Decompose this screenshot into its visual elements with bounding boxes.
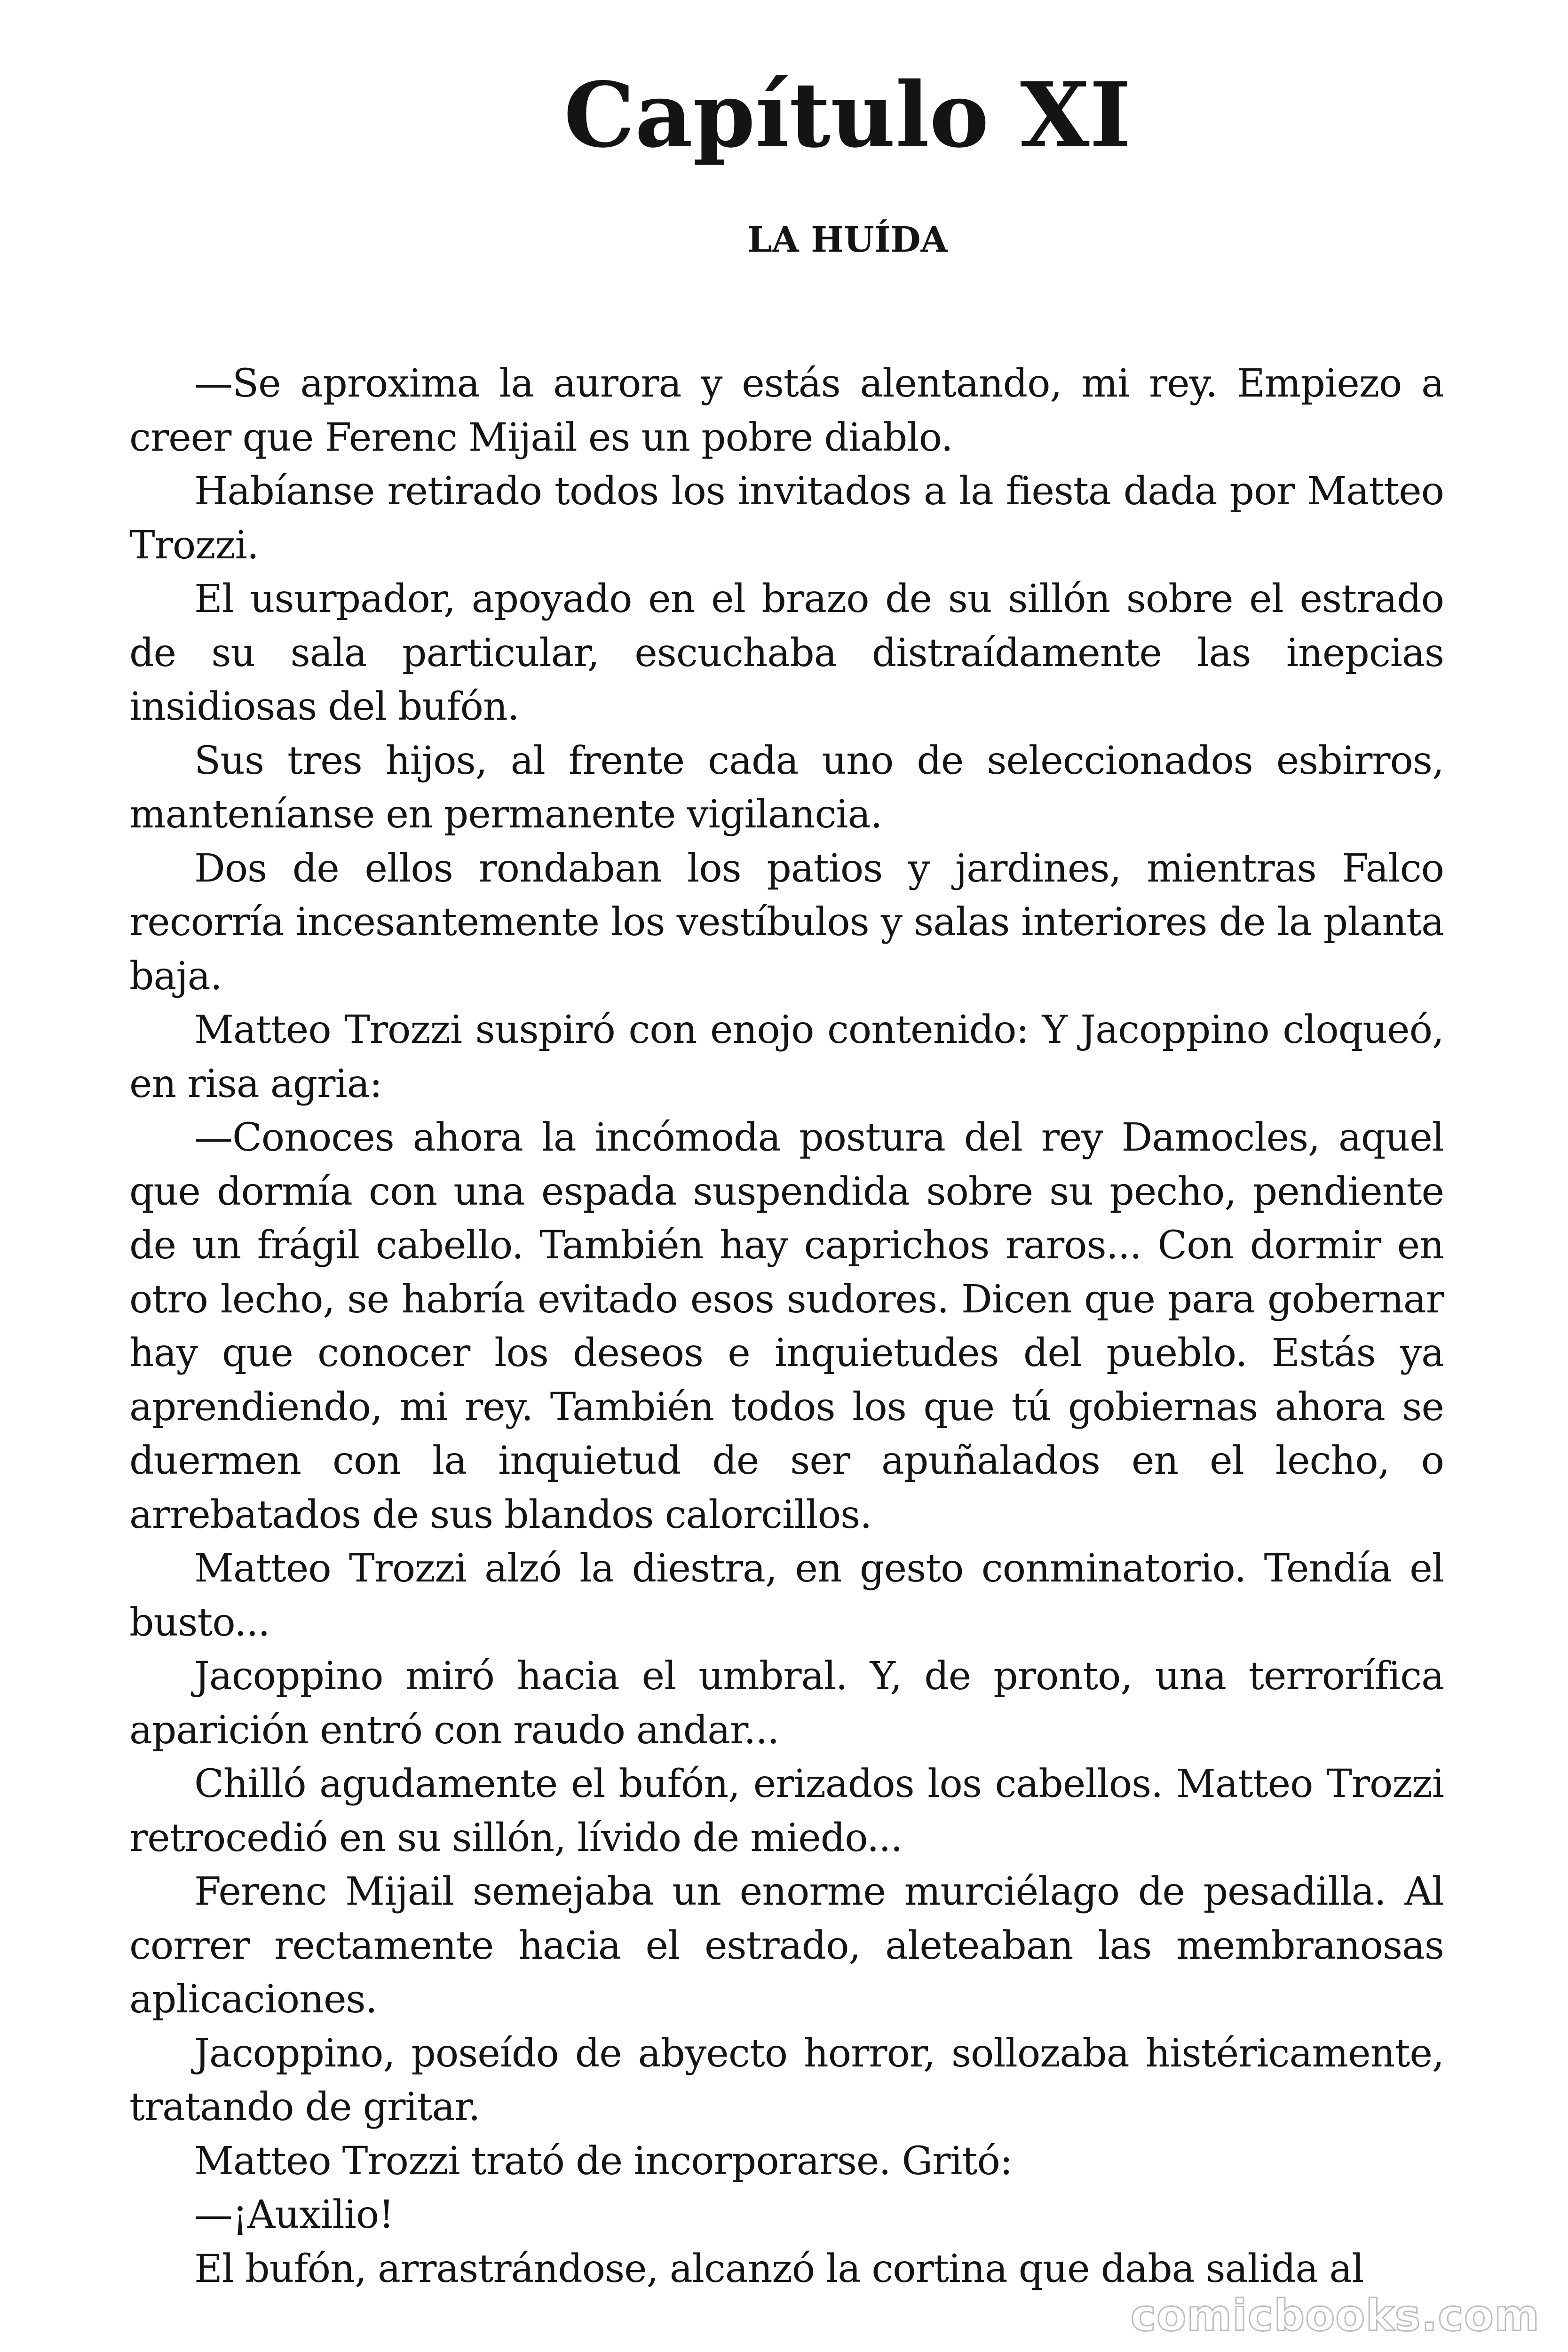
paragraph: Ferenc Mijail semejaba un enorme murciélago de pesadilla. Al correr rectamente hacia el estrado, aleteaban las membranosas aplicaciones. (129, 1869, 1444, 2022)
paragraph: Sus tres hijos, al frente cada uno de seleccionados esbirros, manteníanse en permanente vigilancia. (129, 738, 1444, 837)
paragraph: Jacoppino miró hacia el umbral. Y, de pronto, una terrorífica aparición entró con raudo andar... (129, 1654, 1444, 1753)
paragraph: —¡Auxilio! (194, 2193, 394, 2237)
paragraph: —Se aproxima la aurora y estás alentando, mi rey. Empiezo a creer que Ferenc Mijail es un pobre diablo. (129, 361, 1444, 460)
paragraph: El bufón, arrastrándose, alcanzó la cortina que daba salida al (194, 2246, 1364, 2291)
paragraph: —Conoces ahora la incómoda postura del rey Damocles, aquel que dormía con una espada suspendida sobre su pecho, pendiente de un frágil cabello. También hay caprichos raros... Con dormir en otro lecho, se habría evitado esos sudores. Dicen que para gobernar hay que conocer los deseos e inquietudes del pueblo. Estás ya aprendiendo, mi rey. También todos los que tú gobiernas ahora se duermen con la inquietud de ser apuñalados en el lecho, o arrebatados de sus blandos calorcillos. (129, 1115, 1444, 1537)
body-text (129, 357, 1444, 2333)
chapter-title: Capítulo XI (563, 63, 1132, 167)
paragraph: Matteo Trozzi alzó la diestra, en gesto conminatorio. Tendía el busto... (129, 1546, 1444, 1645)
paragraph: Dos de ellos rondaban los patios y jardines, mientras Falco recorría incesantemente los vestíbulos y salas interiores de la planta baja. (129, 846, 1444, 999)
watermark: comicbooks.com (1130, 2290, 1540, 2341)
paragraph: Jacoppino, poseído de abyecto horror, sollozaba histéricamente, tratando de gritar. (129, 2031, 1444, 2130)
paragraph: Chilló agudamente el bufón, erizados los cabellos. Matteo Trozzi retrocedió en su sillón, lívido de miedo... (129, 1762, 1444, 1860)
chapter-subtitle: LA HUÍDA (747, 220, 948, 260)
paragraph: Matteo Trozzi suspiró con enojo contenido: Y Jacoppino cloqueó, en risa agria: (129, 1008, 1444, 1106)
paragraph: Habíanse retirado todos los invitados a la fiesta dada por Matteo Trozzi. (129, 469, 1444, 568)
paragraph: El usurpador, apoyado en el brazo de su sillón sobre el estrado de su sala particular, escuchaba distraídamente las inepcias insidiosas del bufón. (129, 577, 1444, 729)
paragraph: Matteo Trozzi trató de incorporarse. Gritó: (194, 2138, 1013, 2184)
